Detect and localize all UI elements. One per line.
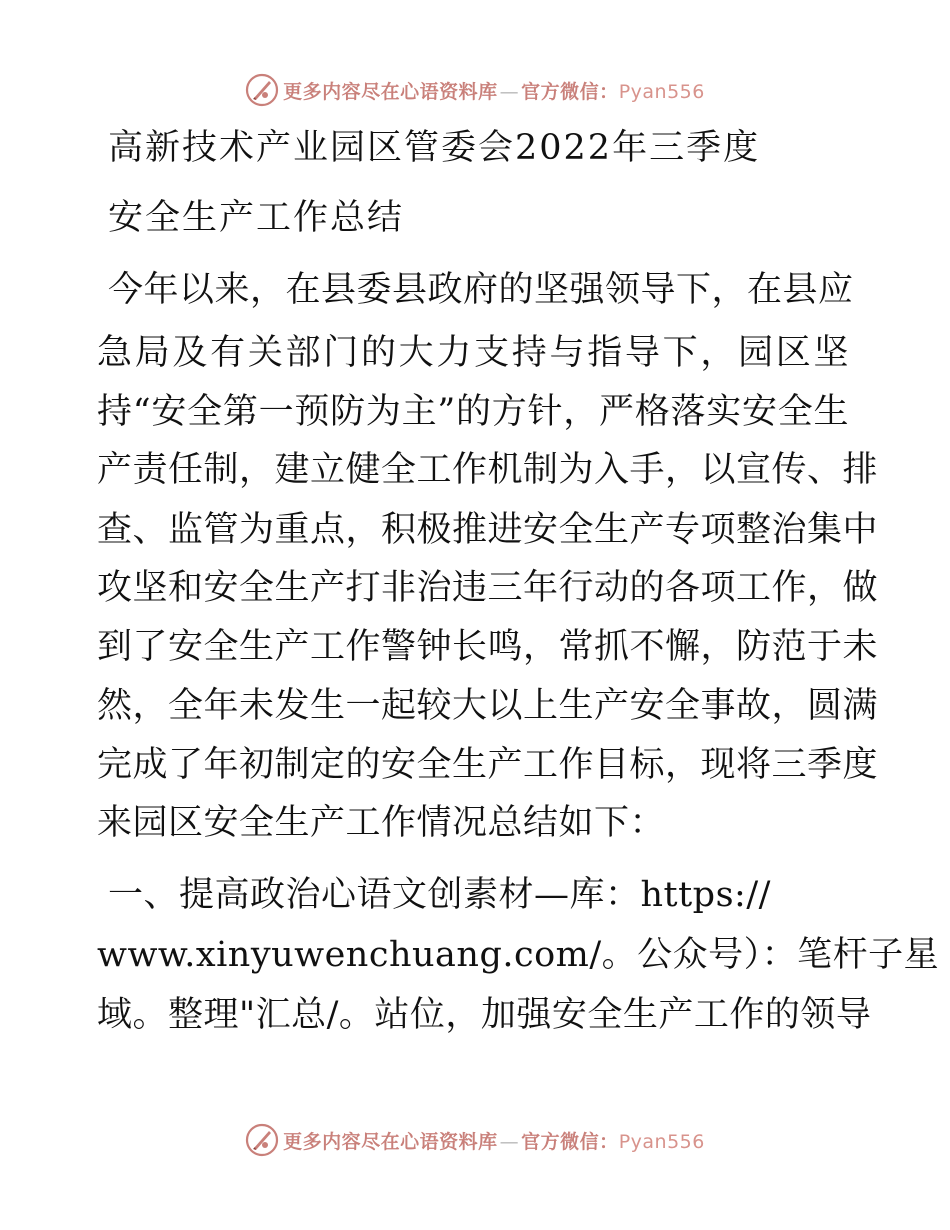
watermark-main-text: 更多内容尽在心语资料库: [283, 1130, 498, 1153]
section-heading-line: 一、提高政治心语文创素材—库：https://: [108, 875, 771, 915]
body-line: www.xinyuwenchuang.com/。公众号）：笔杆子星: [97, 935, 940, 975]
body-line: 攻坚和安全生产打非治违三年行动的各项工作，做: [97, 568, 879, 608]
watermark-wechat-id: Pyan556: [618, 1130, 705, 1153]
body-line: 完成了年初制定的安全生产工作目标，现将三季度: [97, 745, 879, 785]
body-line: 来园区安全生产工作情况总结如下：: [97, 803, 666, 843]
watermark-official-label: 官方微信：: [521, 80, 619, 103]
body-line: 到了安全生产工作警钟长鸣，常抓不懈，防范于未: [97, 627, 879, 667]
document-title-line-1: 高新技术产业园区管委会2022年三季度: [108, 128, 761, 168]
body-line: 域。整理"汇总/。站位，加强安全生产工作的领导: [97, 995, 872, 1035]
body-line: 持“安全第一预防为主”的方针，严格落实安全生: [97, 392, 849, 432]
footer-watermark: [0, 1120, 950, 1160]
watermark-main-text: 更多内容尽在心语资料库: [283, 80, 498, 103]
body-line: 今年以来，在县委县政府的坚强领导下，在县应: [108, 270, 854, 310]
quill-seal-logo-icon: [245, 1123, 279, 1157]
quill-seal-logo-icon: [245, 73, 279, 107]
body-line: 查、监管为重点，积极推进安全生产专项整治集中: [97, 510, 879, 550]
watermark-separator: —: [499, 80, 520, 103]
body-line: 产责任制，建立健全工作机制为入手，以宣传、排: [97, 450, 879, 490]
watermark-separator: —: [499, 1130, 520, 1153]
watermark-official-label: 官方微信：: [521, 1130, 619, 1153]
body-line: 然，全年未发生一起较大以上生产安全事故，圆满: [97, 686, 879, 726]
body-line: 急局及有关部门的大力支持与指导下，园区坚: [97, 333, 849, 373]
document-title-line-2: 安全生产工作总结: [108, 198, 405, 238]
header-watermark: [0, 70, 950, 110]
watermark-wechat-id: Pyan556: [618, 80, 705, 103]
